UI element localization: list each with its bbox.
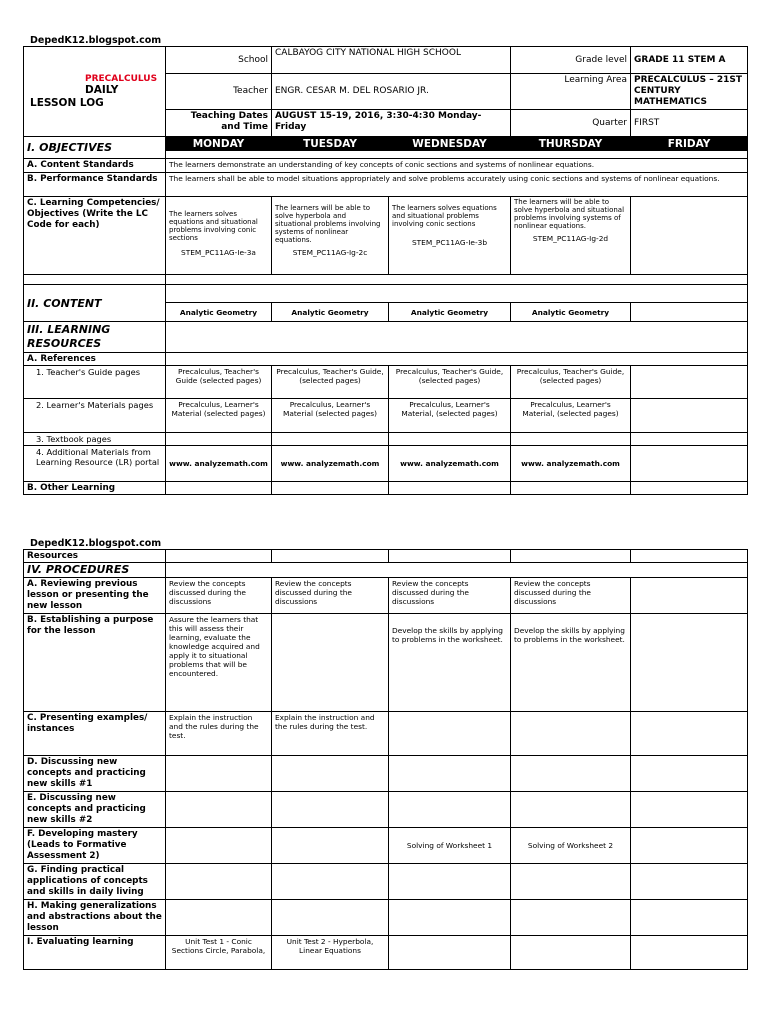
area-value: PRECALCULUS – 21ST CENTURY MATHEMATICS xyxy=(631,74,748,110)
procedures-heading: IV. PROCEDURES xyxy=(24,563,166,578)
area-label: Learning Area xyxy=(511,74,631,110)
lm-friday xyxy=(631,399,748,433)
tg-tuesday: Precalculus, Teacher's Guide, (selected pages) xyxy=(272,366,389,399)
res-cont-wed xyxy=(389,550,511,563)
resources-heading: III. LEARNING RESOURCES xyxy=(24,322,166,353)
proc-g-wednesday xyxy=(389,864,511,900)
other-friday xyxy=(631,482,748,495)
teacher-value: ENGR. CESAR M. DEL ROSARIO JR. xyxy=(272,74,511,110)
proc-a-thursday: Review the concepts discussed during the discussions xyxy=(511,578,631,614)
content-standards-text: The learners demonstrate an understanding of key concepts of conic sections and systems of nonlinear equations. xyxy=(166,159,748,173)
lm-monday: Precalculus, Learner's Material (selected pages) xyxy=(166,399,272,433)
add-monday: www. analyzemath.com xyxy=(166,446,272,482)
tg-thursday: Precalculus, Teacher's Guide, (selected pages) xyxy=(511,366,631,399)
references-label: A. References xyxy=(24,353,166,366)
day-monday: MONDAY xyxy=(166,137,272,151)
lm-thursday: Precalculus, Learner's Material, (selected pages) xyxy=(511,399,631,433)
competency-text: The learners will be able to solve hyperbola and situational problems involving systems of nonlinear equations. xyxy=(275,204,381,244)
competency-tuesday xyxy=(272,197,389,275)
proc-h-thursday xyxy=(511,900,631,936)
grade-value: GRADE 11 STEM A xyxy=(631,47,748,74)
references-spacer xyxy=(166,353,748,366)
proc-a-monday: Review the concepts discussed during the discussions xyxy=(166,578,272,614)
proc-h-wednesday xyxy=(389,900,511,936)
dates-value: AUGUST 15-19, 2016, 3:30-4:30 Monday-Friday xyxy=(272,110,511,137)
res-cont-fri xyxy=(631,550,748,563)
proc-e-monday xyxy=(166,792,272,828)
proc-e-tuesday xyxy=(272,792,389,828)
other-resources-label: B. Other Learning xyxy=(24,482,166,495)
competency-thursday xyxy=(511,197,631,275)
content-friday xyxy=(631,303,748,322)
tb-thursday xyxy=(511,433,631,446)
day-wednesday: WEDNESDAY xyxy=(389,137,511,151)
lc-code: STEM_PC11AG-Ig-2d xyxy=(532,234,609,243)
proc-d-wednesday xyxy=(389,756,511,792)
spacer-row xyxy=(24,275,166,285)
proc-d-monday xyxy=(166,756,272,792)
content-heading: II. CONTENT xyxy=(24,285,166,322)
lm-wednesday: Precalculus, Learner's Material, (selected pages) xyxy=(389,399,511,433)
res-cont-tue xyxy=(272,550,389,563)
proc-h-friday xyxy=(631,900,748,936)
proc-f-tuesday xyxy=(272,828,389,864)
proc-label-h: H. Making generalizations and abstractions about the lesson xyxy=(24,900,166,936)
title-line2: LESSON LOG xyxy=(30,96,104,109)
objectives-spacer xyxy=(166,151,748,159)
competency-monday xyxy=(166,197,272,275)
proc-g-monday xyxy=(166,864,272,900)
school-label: School xyxy=(166,47,272,74)
subject-title: PRECALCULUS xyxy=(85,73,158,84)
competency-friday xyxy=(631,197,748,275)
additional-materials-label: 4. Additional Materials from Learning Resource (LR) portal xyxy=(24,446,166,482)
proc-f-friday xyxy=(631,828,748,864)
proc-b-friday xyxy=(631,614,748,712)
proc-e-wednesday xyxy=(389,792,511,828)
proc-b-wednesday: Develop the skills by applying to problems in the worksheet. xyxy=(389,614,511,712)
resources-spacer xyxy=(166,322,748,353)
proc-c-thursday xyxy=(511,712,631,756)
proc-a-friday xyxy=(631,578,748,614)
other-thursday xyxy=(511,482,631,495)
proc-d-friday xyxy=(631,756,748,792)
res-cont-thu xyxy=(511,550,631,563)
other-wednesday xyxy=(389,482,511,495)
competency-text: The learners solves equations and situational problems involving conic sections xyxy=(392,204,497,228)
res-cont-mon xyxy=(166,550,272,563)
lm-tuesday: Precalculus, Learner's Material (selected pages) xyxy=(272,399,389,433)
performance-standards-text: The learners shall be able to model situations appropriately and solve problems accurately using conic sections and systems of nonlinear equations. xyxy=(166,173,748,197)
proc-h-monday xyxy=(166,900,272,936)
tb-monday xyxy=(166,433,272,446)
other-resources-label-cont: Resources xyxy=(24,550,166,563)
proc-b-monday: Assure the learners that this will assess their learning, evaluate the knowledge acquired and apply it to situational problems that will be encountered. xyxy=(166,614,272,712)
competencies-label: C. Learning Competencies/ Objectives (Write the LC Code for each) xyxy=(24,197,166,275)
proc-label-c: C. Presenting examples/ instances xyxy=(24,712,166,756)
content-wednesday: Analytic Geometry xyxy=(389,303,511,322)
proc-label-f: F. Developing mastery (Leads to Formative Assessment 2) xyxy=(24,828,166,864)
proc-i-wednesday xyxy=(389,936,511,970)
proc-label-g: G. Finding practical applications of concepts and skills in daily living xyxy=(24,864,166,900)
tb-tuesday xyxy=(272,433,389,446)
add-thursday: www. analyzemath.com xyxy=(511,446,631,482)
lc-code: STEM_PC11AG-Ig-2c xyxy=(292,248,368,257)
tb-wednesday xyxy=(389,433,511,446)
proc-d-tuesday xyxy=(272,756,389,792)
proc-g-tuesday xyxy=(272,864,389,900)
proc-c-tuesday: Explain the instruction and the rules during the test. xyxy=(272,712,389,756)
teacher-label: Teacher xyxy=(166,74,272,110)
proc-i-tuesday: Unit Test 2 - Hyperbola, Linear Equations xyxy=(272,936,389,970)
proc-a-tuesday: Review the concepts discussed during the discussions xyxy=(272,578,389,614)
proc-h-tuesday xyxy=(272,900,389,936)
competency-text: The learners will be able to solve hyperbola and situational problems involving systems of nonlinear equations. xyxy=(514,198,625,230)
grade-label: Grade level xyxy=(511,47,631,74)
performance-standards-label: B. Performance Standards xyxy=(24,173,166,197)
tg-wednesday: Precalculus, Teacher's Guide, (selected pages) xyxy=(389,366,511,399)
proc-a-wednesday: Review the concepts discussed during the discussions xyxy=(389,578,511,614)
day-thursday: THURSDAY xyxy=(511,137,631,151)
proc-label-d: D. Discussing new concepts and practicing new skills #1 xyxy=(24,756,166,792)
proc-i-monday: Unit Test 1 - Conic Sections Circle, Parabola, xyxy=(166,936,272,970)
add-wednesday: www. analyzemath.com xyxy=(389,446,511,482)
lc-code: STEM_PC11AG-Ie-3b xyxy=(411,238,488,247)
add-friday xyxy=(631,446,748,482)
proc-c-friday xyxy=(631,712,748,756)
proc-label-i: I. Evaluating learning xyxy=(24,936,166,970)
competency-wednesday xyxy=(389,197,511,275)
other-monday xyxy=(166,482,272,495)
tb-label: 3. Textbook pages xyxy=(24,433,166,446)
content-monday: Analytic Geometry xyxy=(166,303,272,322)
proc-e-thursday xyxy=(511,792,631,828)
procedures-spacer xyxy=(166,563,748,578)
dates-label: Teaching Dates and Time xyxy=(166,110,272,137)
title-block xyxy=(24,47,166,137)
lm-label: 2. Learner's Materials pages xyxy=(24,399,166,433)
proc-i-thursday xyxy=(511,936,631,970)
lesson-log-table-page2 xyxy=(23,549,748,970)
proc-i-friday xyxy=(631,936,748,970)
tg-friday xyxy=(631,366,748,399)
content-thursday: Analytic Geometry xyxy=(511,303,631,322)
proc-label-e: E. Discussing new concepts and practicing new skills #2 xyxy=(24,792,166,828)
tb-friday xyxy=(631,433,748,446)
proc-label-b: B. Establishing a purpose for the lesson xyxy=(24,614,166,712)
proc-b-thursday: Develop the skills by applying to problems in the worksheet. xyxy=(511,614,631,712)
lesson-log-table-page1 xyxy=(23,46,748,495)
content-standards-label: A. Content Standards xyxy=(24,159,166,173)
day-friday: FRIDAY xyxy=(631,137,748,151)
proc-f-wednesday: Solving of Worksheet 1 xyxy=(389,828,511,864)
proc-c-wednesday xyxy=(389,712,511,756)
site-header: DepedK12.blogspot.com xyxy=(30,35,162,46)
spacer-row-fill xyxy=(166,275,748,285)
proc-f-monday xyxy=(166,828,272,864)
proc-label-a: A. Reviewing previous lesson or presenting the new lesson xyxy=(24,578,166,614)
title-line1: DAILY xyxy=(85,83,119,96)
other-tuesday xyxy=(272,482,389,495)
proc-e-friday xyxy=(631,792,748,828)
competency-text: The learners solves equations and situational problems involving conic sections xyxy=(169,210,258,242)
content-tuesday: Analytic Geometry xyxy=(272,303,389,322)
add-tuesday: www. analyzemath.com xyxy=(272,446,389,482)
proc-d-thursday xyxy=(511,756,631,792)
site-header-page2: DepedK12.blogspot.com xyxy=(30,538,162,549)
tg-label: 1. Teacher's Guide pages xyxy=(24,366,166,399)
proc-c-monday: Explain the instruction and the rules during the test. xyxy=(166,712,272,756)
day-tuesday: TUESDAY xyxy=(272,137,389,151)
proc-f-thursday: Solving of Worksheet 2 xyxy=(511,828,631,864)
content-spacer xyxy=(166,285,748,303)
objectives-heading: I. OBJECTIVES xyxy=(24,137,166,159)
proc-b-tuesday xyxy=(272,614,389,712)
quarter-value: FIRST xyxy=(631,110,748,137)
quarter-label: Quarter xyxy=(511,110,631,137)
lc-code: STEM_PC11AG-Ie-3a xyxy=(181,248,256,257)
tg-monday: Precalculus, Teacher's Guide (selected pages) xyxy=(166,366,272,399)
school-value: CALBAYOG CITY NATIONAL HIGH SCHOOL xyxy=(272,47,511,74)
proc-g-friday xyxy=(631,864,748,900)
proc-g-thursday xyxy=(511,864,631,900)
